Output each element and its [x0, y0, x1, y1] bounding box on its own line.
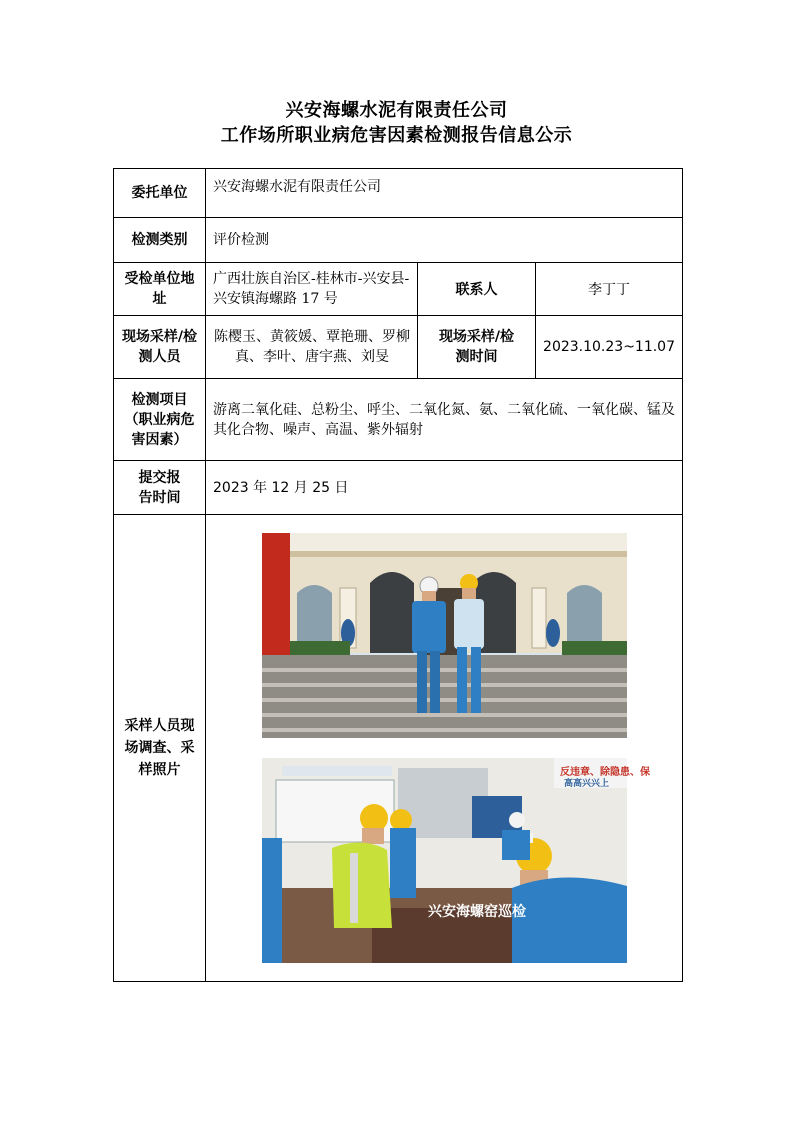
report-label: 提交报告时间 [114, 461, 206, 515]
photo-caption: 兴安海螺窑巡检 [427, 904, 526, 920]
type-value: 评价检测 [206, 218, 683, 263]
photo-building-entrance [262, 533, 627, 738]
info-table [113, 168, 683, 982]
time-value: 2023.10.23~11.07 [536, 316, 683, 379]
page-title-line2: 工作场所职业病危害因素检测报告信息公示 [220, 125, 573, 146]
client-value: 兴安海螺水泥有限责任公司 [206, 169, 683, 218]
row-type [114, 218, 683, 263]
address-value: 广西壮族自治区-桂林市-兴安县-兴安镇海螺路 17 号 [206, 263, 418, 316]
client-label: 委托单位 [114, 169, 206, 218]
row-address [114, 263, 683, 316]
red-banner [262, 533, 290, 663]
photos-cell [206, 515, 683, 982]
row-report [114, 461, 683, 515]
banner-text: 反违章、除隐患、保 [559, 767, 650, 778]
contact-label: 联系人 [418, 263, 536, 316]
staff-label: 现场采样/检测人员 [114, 316, 206, 379]
contact-value: 李丁丁 [536, 263, 683, 316]
type-label: 检测类别 [114, 218, 206, 263]
row-photos [114, 515, 683, 982]
address-label: 受检单位地址 [114, 263, 206, 316]
items-label: 检测项目（职业病危害因素） [114, 379, 206, 461]
items-value: 游离二氧化硅、总粉尘、呼尘、二氧化氮、氨、二氧化硫、一氧化碳、锰及其化合物、噪声、高温、紫外辐射 [206, 379, 683, 461]
row-client [114, 169, 683, 218]
row-items [114, 379, 683, 461]
row-staff [114, 316, 683, 379]
report-value: 2023 年 12 月 25 日 [206, 461, 683, 515]
photo-kiln-inspection [262, 758, 650, 963]
staff-value: 陈樱玉、黄筱媛、覃艳珊、罗柳真、李叶、唐宇燕、刘旻 [206, 316, 418, 379]
page-title-line1: 兴安海螺水泥有限责任公司 [285, 100, 508, 121]
photos-label: 采样人员现场调查、采样照片 [114, 515, 206, 982]
banner-text-2: 高高兴兴上 [563, 779, 609, 789]
time-label: 现场采样/检测时间 [418, 316, 536, 379]
